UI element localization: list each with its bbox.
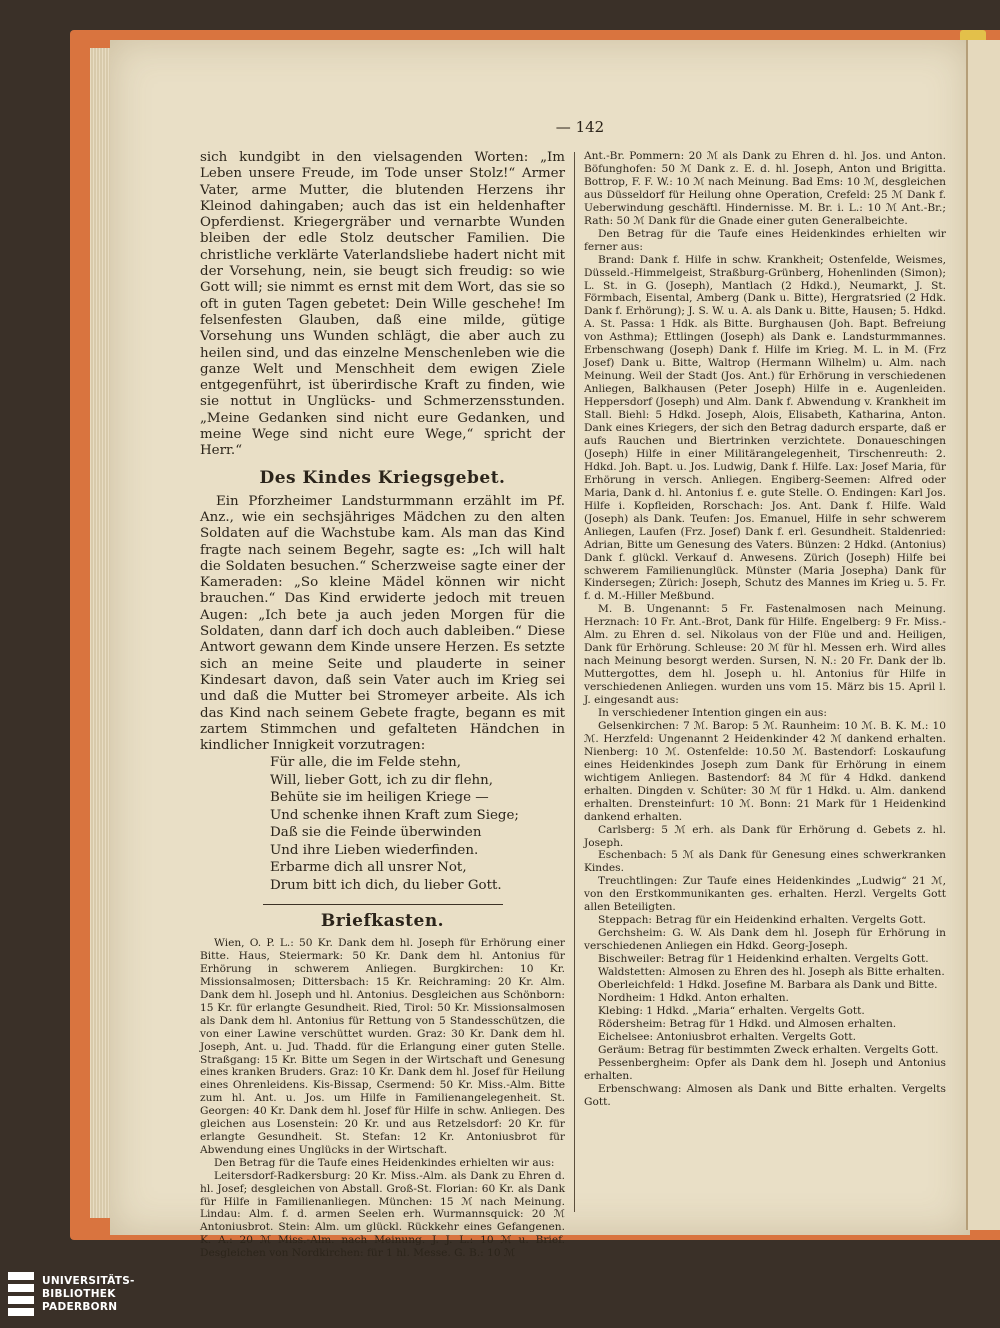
right-paragraph: Oberleichfeld: 1 Hdkd. Josefine M. Barbara als Dank und Bitte.: [598, 979, 938, 991]
poem-line: Daß sie die Feinde überwinden: [270, 825, 482, 841]
intro-paragraph: sich kundgibt in den vielsagenden Worten: „Im Leben unsere Freude, im Tode unser Stolz!“ Armer Vater, arme Mutter, die blutenden Herzens ihr Kleinod dahingaben; auch das ist ein heldenhafter Opferdienst. Kriegergräber und vernarbte Wunden bleiben der edle Stolz deutscher Familien. Die christliche verklärte Vaterlandsliebe hadert nicht mit der Vorsehung, nein, sie beugt sich freudig: so wie Gott will; sie nimmt es ernst mit dem Wort, das sie so oft in guten Tagen gebetet: Dein Wille geschehe! Im felsenfesten Glauben, daß eine milde, gütige Vorsehung uns Wunden schlägt, die aber auch zu heilen sind, und das einzelne Menschenleben wie die ganze Welt und Menschheit dem ewigen Ziele entgegenführt, ist überirdische Kraft zu finden, wie sie nottut in Unglücks- und Schmerzensstunden. „Meine Gedanken sind nicht eure Gedanken, und meine Wege sind nicht eure Wege,“ spricht der Herr.“: [200, 150, 565, 459]
library-logo-icon: [8, 1272, 34, 1316]
right-column: [584, 150, 946, 1109]
logo-line: UNIVERSITÄTS-: [42, 1274, 135, 1287]
right-paragraph: Ant.-Br. Pommern: 20 ℳ als Dank zu Ehren d. hl. Jos. und Anton. Böfunghofen: 50 ℳ Dank z. E. d. hl. Joseph, Anton und Brigitta. Bottrop, F. F. W.: 10 ℳ nach Meinung. Bad Ems: 10 ℳ, desgleichen aus Düsseldorf für Heilung ohne Operation, Crefeld: 25 ℳ Dank f. Ueberwindung geschäftl. Hindernisse. M. Br. i. L.: 10 ℳ Ant.-Br.; Rath: 50 ℳ Dank für die Gnade einer guten Generalbeichte.: [584, 150, 946, 227]
left-column: [200, 150, 565, 1260]
right-paragraph: Treuchtlingen: Zur Taufe eines Heidenkindes „Ludwig“ 21 ℳ, von den Erstkommunikanten ges. erhalten. Herzl. Vergelts Gott allen Beteiligten.: [584, 875, 946, 914]
right-paragraph: Gerchsheim: G. W. Als Dank dem hl. Joseph für Erhörung in verschiedenen Anliegen ein Hdkd. Georg-Joseph.: [584, 927, 946, 953]
right-paragraph: Gelsenkirchen: 7 ℳ. Barop: 5 ℳ. Raunheim: 10 ℳ. B. K. M.: 10 ℳ. Herzfeld: Ungenannt 2 Heidenkinder 42 ℳ dankend erhalten. Nienberg: 10 ℳ. Ostenfelde: 10.50 ℳ. Bastendorf: Loskaufung eines Heidenkindes Joseph zum Dank für Erhörung in einem wichtigem Anliegen. Bastendorf: 84 ℳ für 4 Hdkd. dankend erhalten. Dingden v. Schüter: 30 ℳ für 1 Hdkd. u. Alm. dankend erhalten. Drensteinfurt: 10 ℳ. Bonn: 21 Mark für 1 Heidenkind dankend erhalten.: [584, 719, 946, 823]
right-paragraph: Bischweiler: Betrag für 1 Heidenkind erhalten. Vergelts Gott.: [598, 953, 929, 966]
poem-line: Und ihre Lieben wiederfinden.: [270, 842, 479, 858]
right-paragraph: Brand: Dank f. Hilfe in schw. Krankheit; Ostenfelde, Weismes, Düsseld.-Himmelgeist, Straßburg-Grünberg, Hohenlinden (Simon); L. St. in G. (Joseph), Mantlach (2 Hdkd.), Neumarkt, J. St. Förmbach, Eisental, Amberg (Dank u. Bitte), Hergratsried (2 Hdk. Dank f. Erhörung); J. S. W. u. A. als Dank u. Bitte, Hausen; 5. Hdkd. A. St. Passa: 1 Hdk. als Bitte. Burghausen (Joh. Bapt. Befreiung von Asthma); Ettlingen (Joseph) als Dank e. Landsturmmannes. Erbenschwang (Joseph) Dank f. Hilfe im Krieg. M. L. in M. (Frz Josef) Dank u. Bitte, Waltrop (Hermann Wilhelm) u. Alm. nach Meinung. Weil der Stadt (Jos. Ant.) für Erhörung in verschiedenen Anliegen, Balkhausen (Peter Joseph) Hilfe in e. Augenleiden. Heppersdorf (Joseph) und Alm. Dank f. Abwendung v. Krankheit im Stall. Biehl: 5 Hdkd. Joseph, Alois, Elisabeth, Katharina, Anton. Dank eines Kriegers, der sich den Betrag dadurch ersparte, daß er aufs Rauchen und Biertrinken verzichtete. Donaueschingen (Joseph) Hilfe in einer Militärangelegenheit, Tirschenreuth: 2. Hdkd. Joh. Bapt. u. Jos. Ludwig, Dank f. Hilfe. Lax: Josef Maria, für Erhörung in versch. Anliegen. Engiberg-Seemen: Alfred oder Maria, Dank d. hl. Antonius f. e. gute Stelle. O. Endingen: Karl Jos. Hilfe i. Kopfleiden, Rorschach: Jos. Ant. Dank f. Hilfe. Wald (Joseph) als Dank. Teufen: Jos. Emanuel, Hilfe in sehr schwerem Anliegen, Laufen (Frz. Josef) Dank f. erl. Gesundheit. Staldenried: Adrian, Bitte um Genesung des Vaters. Bünzen: 2 Hdkd. (Antonius) Dank f. glückl. Verkauf d. Anwesens. Zürich (Joseph) Hilfe bei schwerem Familienunglück. Münster (Maria Josepha) Dank für Kindersegen; Zürich: Joseph, Schutz des Mannes im Krieg u. 5. Fr. f. d. M.-Hiller Meßbund.: [584, 253, 946, 603]
logo-line: BIBLIOTHEK: [42, 1287, 116, 1300]
facing-page-edge: [966, 40, 1000, 1230]
right-paragraph: Klebing: 1 Hdkd. „Maria“ erhalten. Vergelts Gott.: [598, 1004, 865, 1017]
right-paragraph: Nordheim: 1 Hdkd. Anton erhalten.: [598, 991, 789, 1004]
logo-line: PADERBORN: [42, 1300, 118, 1313]
letters-intro: Den Betrag für die Taufe eines Heidenkindes erhielten wir aus:: [214, 1156, 555, 1169]
poem-line: Und schenke ihnen Kraft zum Siege;: [270, 807, 519, 823]
right-paragraph: Eschenbach: 5 ℳ als Dank für Genesung eines schwerkranken Kindes.: [584, 849, 946, 875]
poem-line: Erbarme dich all unsrer Not,: [270, 860, 467, 876]
story-paragraph: Ein Pforzheimer Landsturmmann erzählt im Pf. Anz., wie ein sechsjähriges Mädchen zu den alten Soldaten auf die Wachstube kam. Als man das Kind fragte nach seinem Begehr, sagte es: „Ich will halt die Soldaten besuchen.“ Scherzweise sagte einer der Kameraden: „So kleine Mädel können wir nicht brauchen.“ Das Kind erwiderte jedoch mit treuen Augen: „Ich bete ja auch jeden Morgen für die Soldaten, dann darf ich doch auch dableiben.“ Diese Antwort gewann dem Kinde unsere Herzen. Es setzte sich an meine Seite und plauderte in seiner Kindesart davon, daß sein Vater auch im Krieg sei und daß die Mutter bei Stromeyer arbeite. Als ich das Kind nach seinem Gebete fragte, begann es mit zartem Stimmchen und gefalteten Händchen in kindlicher Innigkeit vorzutragen:: [200, 493, 565, 754]
right-paragraph: Geräum: Betrag für bestimmten Zweck erhalten. Vergelts Gott.: [598, 1043, 939, 1056]
right-paragraph: In verschiedener Intention gingen ein aus:: [598, 706, 827, 719]
right-paragraph: Eichelsee: Antoniusbrot erhalten. Vergelts Gott.: [598, 1030, 857, 1043]
right-paragraph: Rödersheim: Betrag für 1 Hdkd. und Almosen erhalten.: [598, 1017, 897, 1030]
section-heading-briefkasten: Briefkasten.: [320, 911, 445, 932]
prayer-poem: [270, 754, 565, 894]
right-paragraph: Carlsberg: 5 ℳ erh. als Dank für Erhörung d. Gebets z. hl. Joseph.: [584, 823, 946, 849]
page-number: — 142: [555, 118, 605, 136]
right-paragraph: Pessenbergheim: Opfer als Dank dem hl. Joseph und Antonius erhalten.: [584, 1056, 946, 1082]
right-paragraph: Waldstetten: Almosen zu Ehren des hl. Joseph als Bitte erhalten.: [598, 966, 945, 979]
right-paragraph: M. B. Ungenannt: 5 Fr. Fastenalmosen nach Meinung. Herznach: 10 Fr. Ant.-Brot, Dank für Hilfe. Engelberg: 9 Fr. Miss.-Alm. zu Ehren d. sel. Nikolaus von der Flüe und and. Heiligen, Dank für Erhörung. Schleuse: 20 ℳ für hl. Messen erh. Wird alles nach Meinung besorgt werden. Sursen, N. N.: 20 Fr. Dank der lb. Muttergottes, dem hl. Joseph u. hl. Antonius für Hilfe in verschiedenen Anliegen. wurden uns vom 15. März bis 15. April l. J. eingesandt aus:: [584, 603, 946, 707]
poem-line: Für alle, die im Felde stehn,: [270, 755, 462, 771]
column-divider: [574, 152, 575, 1212]
poem-line: Will, lieber Gott, ich zu dir flehn,: [270, 772, 494, 788]
section-heading-kriegsgebet: Des Kindes Kriegsgebet.: [259, 467, 506, 488]
right-paragraph: Den Betrag für die Taufe eines Heidenkindes erhielten wir ferner aus:: [584, 227, 946, 253]
poem-line: Behüte sie im heiligen Kriege —: [270, 790, 489, 806]
right-paragraph: Steppach: Betrag für ein Heidenkind erhalten. Vergelts Gott.: [598, 914, 926, 927]
page-edges: [90, 48, 112, 1218]
library-logo: [8, 1268, 148, 1320]
poem-line: Drum bitt ich dich, du lieber Gott.: [270, 877, 502, 893]
letters-paragraph: Wien, O. P. L.: 50 Kr. Dank dem hl. Joseph für Erhörung einer Bitte. Haus, Steiermark: 50 Kr. Dank dem hl. Antonius für Erhörung in schwerem Anliegen. Burgkirchen: 10 Kr. Missionsalmosen; Dittersbach: 15 Kr. Reichraming: 20 Kr. Alm. Dank dem hl. Joseph und hl. Antonius. Desgleichen aus Schönborn: 15 Kr. für erlangte Gesundheit. Ried, Tirol: 50 Kr. Missionsalmosen als Dank dem hl. Antonius für Rettung von 5 Standesschützen, die von einer Lawine verschüttet wurden. Graz: 30 Kr. Dank dem hl. Joseph, Ant. u. Jud. Thadd. für die Erlangung einer guten Stelle. Straßgang: 15 Kr. Bitte um Segen in der Wirtschaft und Genesung eines kranken Bruders. Graz: 10 Kr. Dank dem hl. Josef für Heilung eines Ohrenleidens. Kis-Bissap, Csermend: 50 Kr. Miss.-Alm. Bitte zum hl. Ant. u. Jos. um Hilfe in Familienangelegenheit. St. Georgen: 40 Kr. Dank dem hl. Josef für Hilfe in schw. Anliegen. Des gleichen aus Losenstein: 20 Kr. und aus Retzelsdorf: 20 Kr. für erlangte Gesundheit. St. Stefan: 12 Kr. Antoniusbrot für Abwendung eines Unglücks in der Wirtschaft.: [200, 937, 565, 1156]
library-logo-text: [42, 1275, 135, 1314]
section-divider: [263, 904, 503, 905]
letters-list: Leitersdorf-Radkersburg: 20 Kr. Miss.-Alm. als Dank zu Ehren d. hl. Josef; desgleichen von Abstall. Groß-St. Florian: 60 Kr. als Dank für Hilfe in Familienanliegen. München: 15 ℳ nach Meinung. Lindau: Alm. f. d. armen Seelen erh. Wurmannsquick: 20 ℳ Antoniusbrot. Stein: Alm. um glückl. Rückkehr eines Gefangenen. K. A.: 20 ℳ Miss.-Alm. nach Meinung. J. J. L.: 10 ℳ u. Brief. Desgleichen von Nordkirchen: für 1 hl. Messe. G. B.: 10 ℳ: [200, 1169, 565, 1260]
right-paragraph: Erbenschwang: Almosen als Dank und Bitte erhalten. Vergelts Gott.: [584, 1082, 946, 1108]
